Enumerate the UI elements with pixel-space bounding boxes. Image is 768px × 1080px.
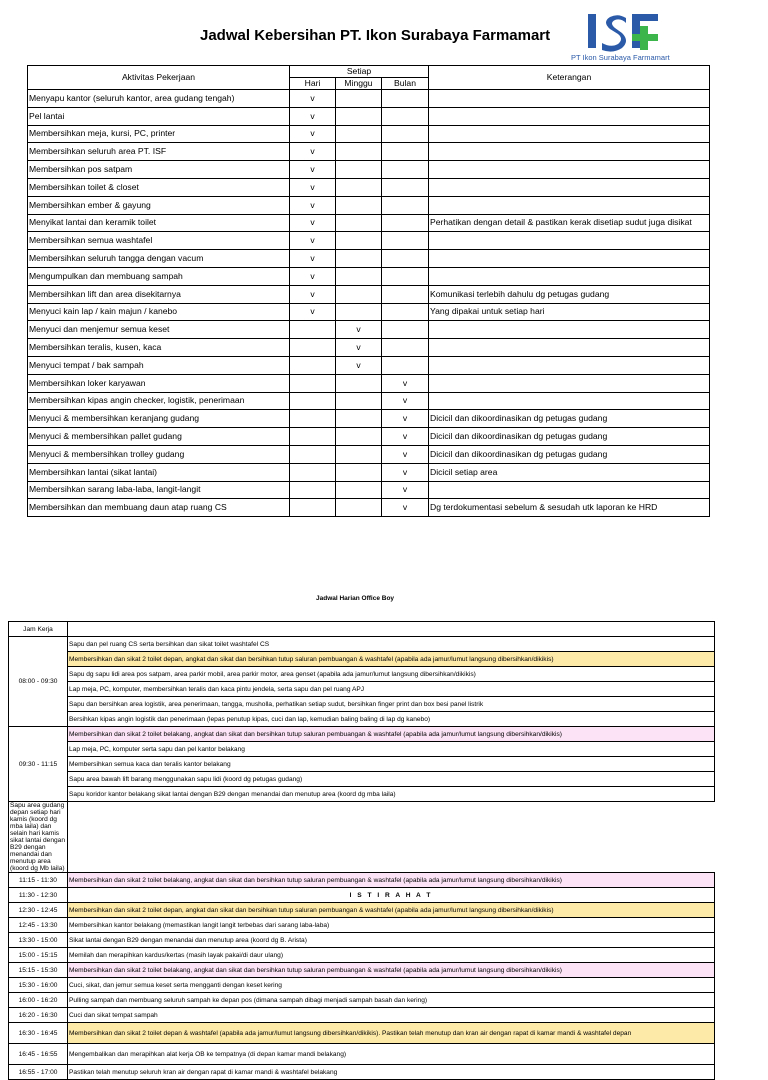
- week-mark-cell: [336, 392, 382, 410]
- day-mark-cell: v: [290, 214, 336, 232]
- activity-cell: Membersihkan pos satpam: [28, 161, 290, 179]
- activity-cell: Membersihkan seluruh tangga dengan vacum: [28, 250, 290, 268]
- day-mark-cell: [290, 321, 336, 339]
- task-cell: Mengembalikan dan merapihkan alat kerja OB ke tempatnya (di depan kamar mandi belakang): [68, 1044, 715, 1065]
- table-row: [28, 250, 710, 268]
- task-cell: Sapu koridor kantor belakang sikat lantai dengan B29 dengan menandai dan menutup area (koord dg mba laila): [68, 787, 715, 802]
- activity-cell: Menyuci dan menjemur semua keset: [28, 321, 290, 339]
- col-week-header: Minggu: [336, 78, 382, 90]
- month-mark-cell: [382, 214, 429, 232]
- col-activity-header: Aktivitas Pekerjaan: [28, 66, 290, 90]
- notes-cell: [429, 232, 710, 250]
- notes-cell: [429, 250, 710, 268]
- month-mark-cell: [382, 196, 429, 214]
- day-mark-cell: [290, 356, 336, 374]
- list-item: [9, 772, 715, 787]
- time-slot-cell: 15:00 - 15:15: [9, 948, 68, 963]
- list-item: [9, 888, 715, 903]
- notes-cell: Komunikasi terlebih dahulu dg petugas gudang: [429, 285, 710, 303]
- task-cell: Sapu dg sapu lidi area pos satpam, area parkir mobil, area parkir motor, area genset (apabila ada jamur/lumut langsung dibersihkan/dikikis): [68, 667, 715, 682]
- task-cell: Membersihkan semua kaca dan teralis kantor belakang: [68, 757, 715, 772]
- list-item: [9, 903, 715, 918]
- notes-cell: [429, 392, 710, 410]
- cleaning-schedule-table: [27, 65, 710, 517]
- week-mark-cell: [336, 481, 382, 499]
- table-row: [28, 107, 710, 125]
- day-mark-cell: [290, 339, 336, 357]
- month-mark-cell: [382, 178, 429, 196]
- col-time-header: Jam Kerja: [9, 622, 68, 637]
- task-cell: Memilah dan merapihkan kardus/kertas (masih layak pakai/di daur ulang): [68, 948, 715, 963]
- month-mark-cell: v: [382, 392, 429, 410]
- notes-cell: Dicicil dan dikoordinasikan dg petugas gudang: [429, 445, 710, 463]
- list-item: [9, 1044, 715, 1065]
- activity-cell: Membersihkan semua washtafel: [28, 232, 290, 250]
- table-row: [28, 356, 710, 374]
- month-mark-cell: [382, 303, 429, 321]
- notes-cell: [429, 267, 710, 285]
- list-item: [9, 667, 715, 682]
- list-item: [9, 1008, 715, 1023]
- notes-cell: Yang dipakai untuk setiap hari: [429, 303, 710, 321]
- day-mark-cell: v: [290, 285, 336, 303]
- task-cell: Sapu dan pel ruang CS serta bersihkan dan sikat toilet washtafel CS: [68, 637, 715, 652]
- week-mark-cell: [336, 161, 382, 179]
- list-item: [9, 712, 715, 727]
- day-mark-cell: v: [290, 232, 336, 250]
- day-mark-cell: v: [290, 90, 336, 108]
- task-cell: Pulling sampah dan membuang seluruh sampah ke depan pos (dimana sampah dibagi menjadi sampah basah dan kering): [68, 993, 715, 1008]
- activity-cell: Membersihkan sarang laba-laba, langit-langit: [28, 481, 290, 499]
- notes-cell: Dicicil dan dikoordinasikan dg petugas gudang: [429, 410, 710, 428]
- time-slot-cell: 09:30 - 11:15: [9, 727, 68, 802]
- table-row: [28, 463, 710, 481]
- activity-cell: Membersihkan meja, kursi, PC, printer: [28, 125, 290, 143]
- time-slot-cell: 16:45 - 16:55: [9, 1044, 68, 1065]
- day-mark-cell: v: [290, 143, 336, 161]
- task-cell: Cuci, sikat, dan jemur semua keset serta mengganti dengan keset kering: [68, 978, 715, 993]
- month-mark-cell: [382, 321, 429, 339]
- activity-cell: Membersihkan toilet & closet: [28, 178, 290, 196]
- week-mark-cell: [336, 374, 382, 392]
- day-mark-cell: [290, 374, 336, 392]
- month-mark-cell: [382, 250, 429, 268]
- time-slot-cell: 12:30 - 12:45: [9, 903, 68, 918]
- list-item: [9, 742, 715, 757]
- task-cell: Pastikan telah menutup seluruh kran air dengan rapat di kamar mandi & washtafel belakang: [68, 1065, 715, 1080]
- day-mark-cell: v: [290, 125, 336, 143]
- break-cell: I S T I R A H A T: [68, 888, 715, 903]
- week-mark-cell: v: [336, 339, 382, 357]
- day-mark-cell: v: [290, 250, 336, 268]
- notes-cell: [429, 161, 710, 179]
- week-mark-cell: [336, 463, 382, 481]
- time-slot-cell: 08:00 - 09:30: [9, 637, 68, 727]
- time-slot-cell: 15:30 - 16:00: [9, 978, 68, 993]
- task-cell: Lap meja, PC, komputer serta sapu dan pel kantor belakang: [68, 742, 715, 757]
- table-row: [28, 339, 710, 357]
- day-mark-cell: [290, 499, 336, 517]
- activity-cell: Membersihkan ember & gayung: [28, 196, 290, 214]
- activity-cell: Membersihkan kipas angin checker, logistik, penerimaan: [28, 392, 290, 410]
- col-day-header: Hari: [290, 78, 336, 90]
- notes-cell: Dicicil dan dikoordinasikan dg petugas gudang: [429, 428, 710, 446]
- activity-cell: Membersihkan lift dan area disekitarnya: [28, 285, 290, 303]
- day-mark-cell: v: [290, 178, 336, 196]
- notes-cell: [429, 374, 710, 392]
- task-cell: Cuci dan sikat tempat sampah: [68, 1008, 715, 1023]
- week-mark-cell: [336, 125, 382, 143]
- activity-cell: Menyuci & membersihkan trolley gudang: [28, 445, 290, 463]
- activity-cell: Membersihkan loker karyawan: [28, 374, 290, 392]
- week-mark-cell: [336, 428, 382, 446]
- week-mark-cell: [336, 143, 382, 161]
- time-slot-cell: 16:00 - 16:20: [9, 993, 68, 1008]
- week-mark-cell: [336, 303, 382, 321]
- task-cell: Membersihkan dan sikat 2 toilet belakang, angkat dan sikat dan bersihkan tutup saluran pembuangan & washtafel (apabila ada jamur/lumut langsung dibersihkan/dikikis): [68, 727, 715, 742]
- task-cell: Membersihkan dan sikat 2 toilet belakang, angkat dan sikat dan bersihkan tutup saluran pembuangan & washtafel (apabila ada jamur/lumut langsung dibersihkan/dikikis): [68, 963, 715, 978]
- activity-cell: Membersihkan dan membuang daun atap ruang CS: [28, 499, 290, 517]
- month-mark-cell: [382, 107, 429, 125]
- activity-cell: Menyuci & membersihkan pallet gudang: [28, 428, 290, 446]
- task-cell: Sapu dan bersihkan area logistik, area penerimaan, tangga, musholla, perhatikan setiap sudut, bersihkan finger print dan box besi panel listrik: [68, 697, 715, 712]
- week-mark-cell: v: [336, 356, 382, 374]
- list-item: [9, 697, 715, 712]
- daily-schedule-table: [8, 621, 715, 1080]
- notes-cell: [429, 339, 710, 357]
- month-mark-cell: [382, 285, 429, 303]
- time-slot-cell: 15:15 - 15:30: [9, 963, 68, 978]
- month-mark-cell: [382, 232, 429, 250]
- task-cell: Sapu area bawah lift barang menggunakan sapu lidi (koord dg petugas gudang): [68, 772, 715, 787]
- list-item: [9, 637, 715, 652]
- task-cell: Lap meja, PC, komputer, membersihkan teralis dan kaca pintu jendela, serta sapu dan pel ruang APJ: [68, 682, 715, 697]
- notes-cell: [429, 356, 710, 374]
- notes-cell: [429, 481, 710, 499]
- time-slot-cell: 16:20 - 16:30: [9, 1008, 68, 1023]
- month-mark-cell: v: [382, 374, 429, 392]
- month-mark-cell: v: [382, 410, 429, 428]
- list-item: [9, 787, 715, 802]
- month-mark-cell: [382, 267, 429, 285]
- week-mark-cell: [336, 267, 382, 285]
- week-mark-cell: v: [336, 321, 382, 339]
- table-row: [28, 303, 710, 321]
- week-mark-cell: [336, 232, 382, 250]
- day-mark-cell: [290, 392, 336, 410]
- task-cell: Membersihkan dan sikat 2 toilet belakang, angkat dan sikat dan bersihkan tutup saluran pembuangan & washtafel (apabila ada jamur/lumut langsung dibersihkan/dikikis): [68, 873, 715, 888]
- task-cell: Sapu area gudang depan setiap hari kamis (koord dg mba laila) dan selain hari kamis sikat lantai dengan B29 dengan menandai dan menutup area (koord dg Mb laila): [9, 802, 68, 873]
- list-item: [9, 727, 715, 742]
- col-month-header: Bulan: [382, 78, 429, 90]
- task-cell: Membersihkan dan sikat 2 toilet depan, angkat dan sikat dan bersihkan tutup saluran pembuangan & washtafel (apabila ada jamur/lumut langsung dibersihkan/dikikis): [68, 652, 715, 667]
- day-mark-cell: v: [290, 303, 336, 321]
- list-item: [9, 1023, 715, 1044]
- month-mark-cell: [382, 90, 429, 108]
- table-row: [28, 214, 710, 232]
- list-item: [9, 802, 715, 873]
- day-mark-cell: v: [290, 267, 336, 285]
- day-mark-cell: v: [290, 107, 336, 125]
- list-item: [9, 652, 715, 667]
- activity-cell: Menyuci kain lap / kain majun / kanebo: [28, 303, 290, 321]
- month-mark-cell: [382, 356, 429, 374]
- activity-cell: Membersihkan seluruh area PT. ISF: [28, 143, 290, 161]
- list-item: [9, 963, 715, 978]
- month-mark-cell: v: [382, 445, 429, 463]
- week-mark-cell: [336, 196, 382, 214]
- time-slot-cell: 12:45 - 13:30: [9, 918, 68, 933]
- task-cell: Sikat lantai dengan B29 dengan menandai dan menutup area (koord dg B. Arista): [68, 933, 715, 948]
- month-mark-cell: [382, 143, 429, 161]
- month-mark-cell: v: [382, 428, 429, 446]
- day-mark-cell: [290, 445, 336, 463]
- week-mark-cell: [336, 178, 382, 196]
- activity-cell: Menyuci tempat / bak sampah: [28, 356, 290, 374]
- time-slot-cell: 13:30 - 15:00: [9, 933, 68, 948]
- time-slot-cell: 16:30 - 16:45: [9, 1023, 68, 1044]
- month-mark-cell: v: [382, 463, 429, 481]
- week-mark-cell: [336, 285, 382, 303]
- day-mark-cell: [290, 428, 336, 446]
- page-title: Jadwal Kebersihan PT. Ikon Surabaya Farmamart: [200, 27, 551, 44]
- week-mark-cell: [336, 250, 382, 268]
- list-item: [9, 757, 715, 772]
- table-row: [28, 143, 710, 161]
- list-item: [9, 1065, 715, 1080]
- table-row: [28, 232, 710, 250]
- week-mark-cell: [336, 214, 382, 232]
- table-row: [28, 267, 710, 285]
- col-every-header: Setiap: [290, 66, 429, 78]
- table-row: [28, 90, 710, 108]
- table-row: [28, 125, 710, 143]
- table-row: [28, 428, 710, 446]
- day-mark-cell: [290, 481, 336, 499]
- table-row: [28, 410, 710, 428]
- month-mark-cell: [382, 339, 429, 357]
- notes-cell: [429, 178, 710, 196]
- daily-schedule-title: Jadwal Harian Office Boy: [316, 595, 395, 602]
- task-cell: Membersihkan dan sikat 2 toilet depan, angkat dan sikat dan bersihkan tutup saluran pembuangan & washtafel (apabila ada jamur/lumut langsung dibersihkan/dikikis): [68, 903, 715, 918]
- table-row: [28, 321, 710, 339]
- notes-cell: [429, 143, 710, 161]
- task-cell: Membersihkan kantor belakang (memastikan langit langit terbebas dari sarang laba-laba): [68, 918, 715, 933]
- notes-cell: [429, 107, 710, 125]
- list-item: [9, 873, 715, 888]
- notes-cell: [429, 321, 710, 339]
- week-mark-cell: [336, 107, 382, 125]
- month-mark-cell: [382, 161, 429, 179]
- table-row: [28, 196, 710, 214]
- table-row: [28, 161, 710, 179]
- table-row: [28, 445, 710, 463]
- day-mark-cell: v: [290, 196, 336, 214]
- list-item: [9, 933, 715, 948]
- notes-cell: Dg terdokumentasi sebelum & sesudah utk laporan ke HRD: [429, 499, 710, 517]
- logo-caption: PT Ikon Surabaya Farmamart: [571, 53, 670, 62]
- table-row: [28, 285, 710, 303]
- week-mark-cell: [336, 445, 382, 463]
- month-mark-cell: [382, 125, 429, 143]
- activity-cell: Mengumpulkan dan membuang sampah: [28, 267, 290, 285]
- table-row: [28, 178, 710, 196]
- task-cell: Bersihkan kipas angin logistik dan penerimaan (lepas penutup kipas, cuci dan lap, kemudian baling baling di lap dg kanebo): [68, 712, 715, 727]
- week-mark-cell: [336, 90, 382, 108]
- table-row: [28, 499, 710, 517]
- month-mark-cell: v: [382, 481, 429, 499]
- notes-cell: Dicicil setiap area: [429, 463, 710, 481]
- activity-cell: Menyapu kantor (seluruh kantor, area gudang tengah): [28, 90, 290, 108]
- notes-cell: [429, 90, 710, 108]
- activity-cell: Membersihkan lantai (sikat lantai): [28, 463, 290, 481]
- month-mark-cell: v: [382, 499, 429, 517]
- activity-cell: Menyikat lantai dan keramik toilet: [28, 214, 290, 232]
- list-item: [9, 993, 715, 1008]
- table-row: [28, 392, 710, 410]
- time-slot-cell: 16:55 - 17:00: [9, 1065, 68, 1080]
- notes-cell: [429, 125, 710, 143]
- activity-cell: Membersihkan teralis, kusen, kaca: [28, 339, 290, 357]
- list-item: [9, 948, 715, 963]
- day-mark-cell: [290, 410, 336, 428]
- list-item: [9, 682, 715, 697]
- task-cell: Membersihkan dan sikat 2 toilet depan & washtafel (apabila ada jamur/lumut langsung dibersihkan/dikikis). Pastikan telah menutup dan kran air dengan rapat di kamar mandi & washtafel depan: [68, 1023, 715, 1044]
- table-row: [28, 481, 710, 499]
- list-item: [9, 978, 715, 993]
- col-notes-header: Keterangan: [429, 66, 710, 90]
- activity-cell: Menyuci & membersihkan keranjang gudang: [28, 410, 290, 428]
- day-mark-cell: [290, 463, 336, 481]
- notes-cell: Perhatikan dengan detail & pastikan kerak disetiap sudut juga disikat: [429, 214, 710, 232]
- list-item: [9, 918, 715, 933]
- week-mark-cell: [336, 499, 382, 517]
- notes-cell: [429, 196, 710, 214]
- activity-cell: Pel lantai: [28, 107, 290, 125]
- time-slot-cell: 11:15 - 11:30: [9, 873, 68, 888]
- time-slot-cell: 11:30 - 12:30: [9, 888, 68, 903]
- header-blank-cell: [68, 622, 715, 637]
- week-mark-cell: [336, 410, 382, 428]
- day-mark-cell: v: [290, 161, 336, 179]
- table-row: [28, 374, 710, 392]
